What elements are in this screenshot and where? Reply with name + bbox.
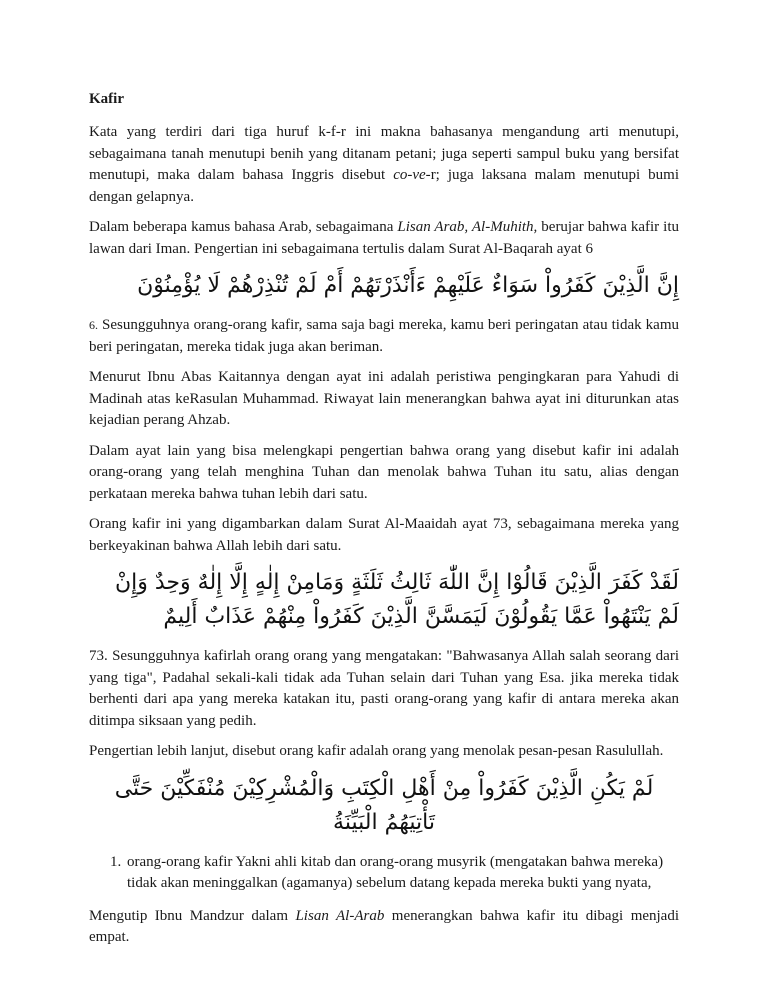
paragraph-other-verse: Dalam ayat lain yang bisa melengkapi pengertian bahwa orang yang disebut kafir ini adalah orang-orang yang telah menghina Tuhan dan menolak bahwa Tuhan itu satu, alias dengan perkataan mereka bahwa tuhan lebih dari satu. bbox=[89, 442, 679, 502]
arabic-verse-baqarah-6: إِنَّ الَّذِيْنَ كَفَرُواْ سَوَاءٌ عَلَيْهِمْ ءَأَنْذَرْتَهُمْ أَمْ لَمْ تُنْذِرْهُمْ لَا يُؤْمِنُوْنَ bbox=[137, 273, 679, 298]
translation-baqarah-6: 6. Sesungguhnya orang-orang kafir, sama saja bagi mereka, kamu beri peringatan atau tidak kamu beri peringatan, mereka tidak juga akan beriman. bbox=[89, 317, 679, 355]
paragraph-ibnu-abas: Menurut Ibnu Abas Kaitannya dengan ayat ini adalah peristiwa pengingkaran para Yahudi di Madinah atas keRasulan Muhammad. Riwayat lain menerangkan bahwa ayat ini diturunkan atas kejadian perang Ahzab. bbox=[89, 369, 679, 428]
paragraph-maaidah: Orang kafir ini yang digambarkan dalam Surat Al-Maaidah ayat 73, sebagaimana mereka yang berkeyakinan bahwa Allah lebih dari satu. bbox=[89, 516, 679, 554]
page-title: Kafir bbox=[89, 91, 124, 107]
paragraph-dictionary: Dalam beberapa kamus bahasa Arab, sebagaimana Lisan Arab, Al-Muhith, berujar bahwa kafir itu lawan dari Iman. Pengertian ini sebagaimana tertulis dalam Surat Al-Baqarah ayat 6 bbox=[89, 219, 680, 257]
list-item: 1. orang-orang kafir Yakni ahli kitab dan orang-orang musyrik (mengatakan bahwa mereka) tidak akan meninggalkan (agamanya) sebelum datang kepada mereka bukti yang nyata, bbox=[125, 852, 679, 894]
translation-maaidah-73: 73. Sesungguhnya kafirlah orang orang yang mengatakan: "Bahwasanya Allah salah seorang dari yang tiga", Padahal sekali-kali tidak ada Tuhan selain dari Tuhan yang Esa. jika mereka tidak berhenti dari apa yang mereka katakan itu, pasti orang-orang yang kafir di antara mereka akan ditimpa siksaan yang pedih. bbox=[89, 648, 679, 729]
paragraph-definition: Kata yang terdiri dari tiga huruf k-f-r ini makna bahasanya mengandung arti menutupi, sebagaimana tanah menutupi benih yang ditanam petani; juga seperti sampul buku yang bersifat menutupi, maka dalam bahasa Inggris disebut co-ve-r; juga laksana malam menutupi bumi dengan gelapnya. bbox=[89, 124, 679, 205]
paragraph-rasulullah: Pengertian lebih lanjut, disebut orang kafir adalah orang yang menolak pesan-pesan Rasulullah. bbox=[89, 743, 664, 759]
paragraph-ibnu-mandzur: Mengutip Ibnu Mandzur dalam Lisan Al-Arab menerangkan bahwa kafir itu dibagi menjadi empat. bbox=[89, 907, 680, 945]
document-body bbox=[89, 88, 679, 958]
numbered-list bbox=[89, 852, 679, 894]
arabic-verse-maaidah-73: لَقَدْ كَفَرَ الَّذِيْنَ قَالُوْا إِنَّ اللّٰهَ ثَالِثُ ثَلَثَةٍ وَمَامِنْ إِلٰهٍ إِلَّا إِلٰهٌ وَحِدٌ وَإِنْ لَمْ يَنْتَهُواْ عَمَّا يَقُولُوْنَ لَيَمَسَّنَّ الَّذِيْنَ كَفَرُواْ مِنْهُمْ عَذَابٌ أَلِيمٌ bbox=[115, 570, 679, 629]
arabic-verse-bayyinah: لَمْ يَكُنِ الَّذِيْنَ كَفَرُواْ مِنْ أَهْلِ الْكِتَبِ وَالْمُشْرِكِيْنَ مُنْفَكِّيْنَ حَتَّى تَأْتِيَهُمُ الْبَيِّنَةُ bbox=[114, 775, 654, 835]
